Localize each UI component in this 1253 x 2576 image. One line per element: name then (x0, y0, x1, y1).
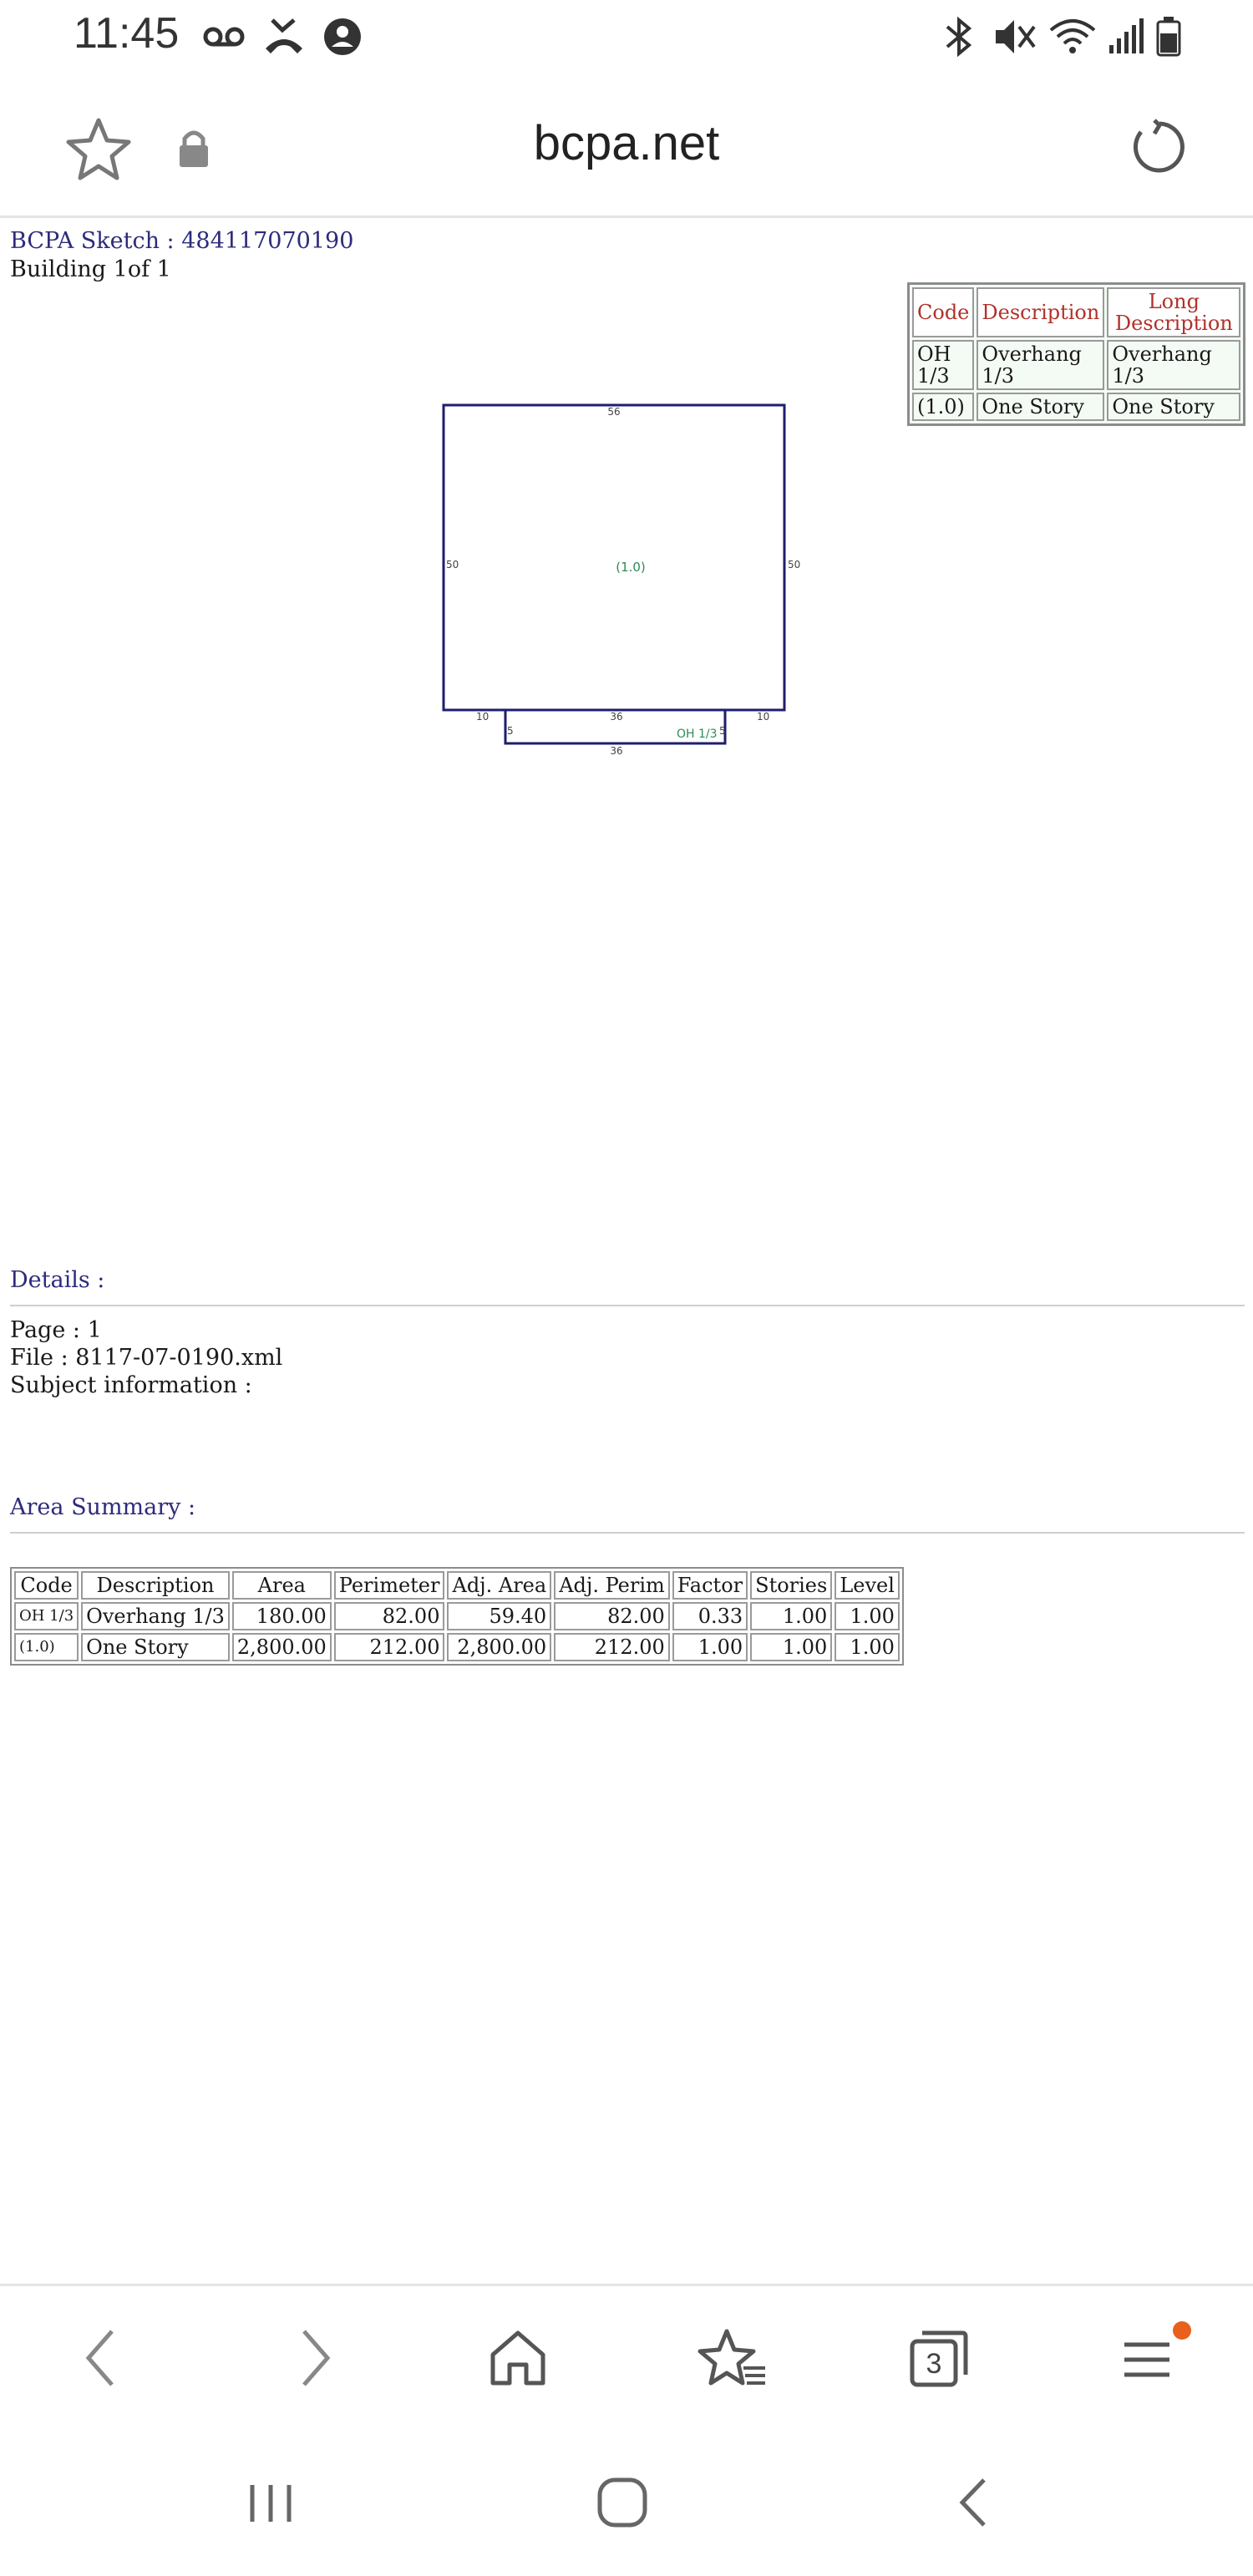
sketch-dim-bl-mid: 36 (610, 711, 623, 723)
address-bar-divider (0, 216, 1253, 218)
forward-arrow-icon[interactable] (289, 2325, 339, 2391)
status-bar (0, 0, 1253, 75)
area-cell-stories: 1.00 (750, 1602, 832, 1630)
legend-table (907, 282, 1245, 426)
mute-icon (991, 13, 1037, 60)
sketch-dim-left: 50 (446, 559, 459, 570)
area-cell-level: 1.00 (834, 1633, 900, 1661)
battery-icon (1154, 13, 1183, 60)
tabs-button[interactable] (907, 2326, 971, 2390)
area-cell-code: (1.0) (14, 1633, 79, 1661)
missed-call-icon (261, 13, 307, 60)
wifi-icon (1048, 13, 1098, 60)
details-page: Page : 1 (10, 1317, 102, 1343)
area-header-row (14, 1571, 900, 1600)
menu-button[interactable] (1116, 2326, 1183, 2390)
tab-count: 3 (926, 2348, 942, 2380)
system-back-icon[interactable] (952, 2475, 994, 2530)
bookmarks-icon[interactable] (697, 2326, 769, 2390)
sketch-dim-right: 50 (788, 559, 801, 570)
menu-icon (1116, 2326, 1183, 2390)
main-building-outline (444, 405, 784, 710)
area-cell-area: 2,800.00 (232, 1633, 332, 1661)
area-summary-table (10, 1567, 904, 1666)
details-subject: Subject information : (10, 1372, 252, 1398)
sketch-dim-top: 56 (607, 406, 621, 418)
area-cell-factor: 1.00 (672, 1633, 748, 1661)
url-text[interactable]: bcpa.net (533, 116, 720, 170)
status-time: 11:45 (74, 9, 180, 58)
table-row (14, 1602, 900, 1630)
area-header-description: Description (81, 1571, 230, 1600)
sketch-dim-oh-left: 5 (507, 725, 514, 737)
sketch-dim-oh-bottom: 36 (610, 745, 623, 757)
area-cell-perimeter: 82.00 (334, 1602, 445, 1630)
home-icon[interactable] (486, 2326, 550, 2390)
details-file: File : 8117-07-0190.xml (10, 1345, 283, 1371)
area-cell-perimeter: 212.00 (334, 1633, 445, 1661)
back-arrow-icon[interactable] (77, 2325, 127, 2391)
sketch-label-main: (1.0) (616, 560, 646, 575)
system-home-icon[interactable] (595, 2475, 650, 2530)
legend-header-description: Description (977, 287, 1104, 337)
legend-cell: One Story (1107, 393, 1240, 421)
sketch-dim-bl-right: 10 (757, 711, 770, 723)
area-cell-adj-perim: 82.00 (554, 1602, 670, 1630)
legend-cell: OH 1/3 (912, 340, 974, 390)
area-summary-divider (10, 1532, 1245, 1534)
area-header-stories: Stories (750, 1571, 832, 1600)
area-summary-heading: Area Summary : (10, 1494, 196, 1520)
signal-icon (1106, 13, 1144, 60)
area-header-perimeter: Perimeter (334, 1571, 445, 1600)
legend-header-long-description: Long Description (1107, 287, 1240, 337)
area-cell-code: OH 1/3 (14, 1602, 79, 1630)
legend-row (912, 340, 1240, 390)
bottom-toolbar (0, 2286, 1253, 2576)
legend-header-row (912, 287, 1240, 337)
building-count: Building 1of 1 (10, 256, 171, 282)
area-cell-description: One Story (81, 1633, 230, 1661)
sketch-title: BCPA Sketch : 484117070190 (10, 228, 354, 254)
area-header-code: Code (14, 1571, 79, 1600)
legend-cell: Overhang 1/3 (977, 340, 1104, 390)
sketch-dim-bl-left: 10 (476, 711, 490, 723)
area-header-factor: Factor (672, 1571, 748, 1600)
legend-cell: Overhang 1/3 (1107, 340, 1240, 390)
legend-cell: One Story (977, 393, 1104, 421)
area-cell-description: Overhang 1/3 (81, 1602, 230, 1630)
account-icon (319, 13, 366, 60)
area-header-adj-area: Adj. Area (447, 1571, 551, 1600)
details-divider (10, 1305, 1245, 1306)
voicemail-icon (200, 13, 247, 60)
legend-cell: (1.0) (912, 393, 974, 421)
area-cell-adj-area: 59.40 (447, 1602, 551, 1630)
area-cell-adj-perim: 212.00 (554, 1633, 670, 1661)
legend-row (912, 393, 1240, 421)
sketch-dim-oh-right: 5 (719, 725, 726, 737)
legend-header-code: Code (912, 287, 974, 337)
area-header-area: Area (232, 1571, 332, 1600)
details-heading: Details : (10, 1267, 105, 1293)
area-cell-adj-area: 2,800.00 (447, 1633, 551, 1661)
area-cell-level: 1.00 (834, 1602, 900, 1630)
area-cell-area: 180.00 (232, 1602, 332, 1630)
building-sketch (426, 393, 827, 760)
notification-dot (1173, 2321, 1191, 2340)
table-row (14, 1633, 900, 1661)
area-header-level: Level (834, 1571, 900, 1600)
recent-apps-icon[interactable] (244, 2478, 297, 2528)
area-header-adj-perim: Adj. Perim (554, 1571, 670, 1600)
bluetooth-icon (941, 13, 977, 60)
area-cell-stories: 1.00 (750, 1633, 832, 1661)
sketch-label-overhang: OH 1/3 (677, 728, 718, 741)
area-cell-factor: 0.33 (672, 1602, 748, 1630)
